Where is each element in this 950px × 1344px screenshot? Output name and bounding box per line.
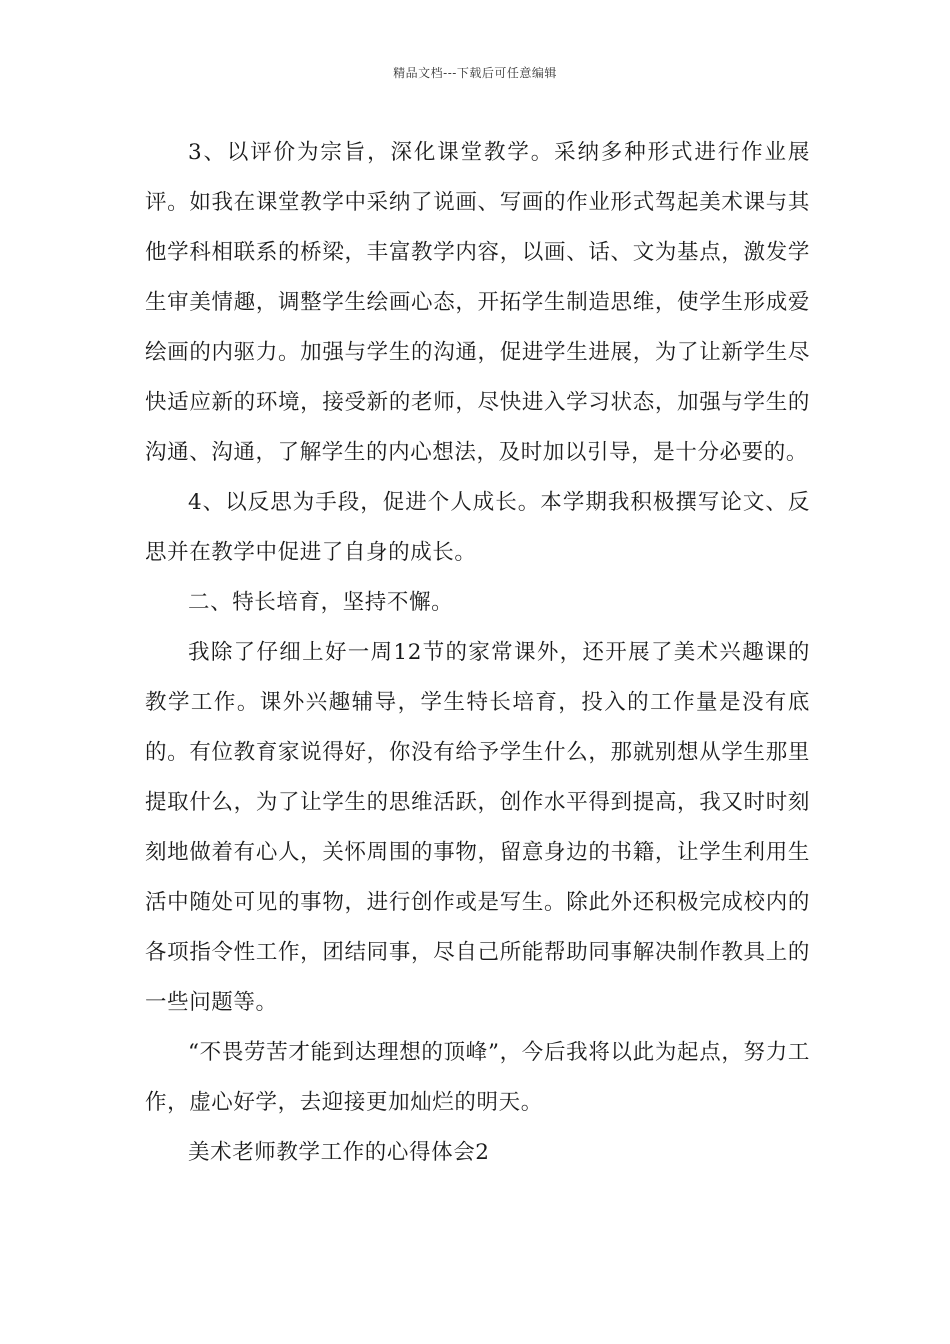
paragraph-reflection: 4、以反思为手段，促进个人成长。本学期我积极撰写论文、反思并在教学中促进了自身的成长。 [145,490,810,565]
section-heading-specialty: 二、特长培育，坚持不懈。 [188,590,454,615]
page-header: 精品文档---下载后可任意编辑 [393,66,557,80]
paragraph-closing-quote: “不畏劳苦才能到达理想的顶峰”，今后我将以此为起点，努力工作，虚心好学，去迎接更加灿烂的明天。 [145,1040,810,1115]
paragraph-evaluation: 3、以评价为宗旨，深化课堂教学。采纳多种形式进行作业展评。如我在课堂教学中采纳了说画、写画的作业形式驾起美术课与其他学科相联系的桥梁，丰富教学内容，以画、话、文为基点，激发学生审美情趣，调整学生绘画心态，开拓学生制造思维，使学生形成爱绘画的内驱力。加强与学生的沟通，促进学生进展，为了让新学生尽快适应新的环境，接受新的老师，尽快进入学习状态，加强与学生的沟通、沟通，了解学生的内心想法，及时加以引导，是十分必要的。 [145,140,810,465]
paragraph-interest-class: 我除了仔细上好一周12节的家常课外，还开展了美术兴趣课的教学工作。课外兴趣辅导，学生特长培育，投入的工作量是没有底的。有位教育家说得好，你没有给予学生什么，那就别想从学生那里提取什么，为了让学生的思维活跃，创作水平得到提高，我又时时刻刻地做着有心人，关怀周围的事物，留意身边的书籍，让学生利用生活中随处可见的事物，进行创作或是写生。除此外还积极完成校内的各项指令性工作，团结同事，尽自己所能帮助同事解决制作教具上的一些问题等。 [145,640,810,1015]
next-article-title: 美术老师教学工作的心得体会2 [188,1140,490,1165]
document-body [145,128,810,1178]
